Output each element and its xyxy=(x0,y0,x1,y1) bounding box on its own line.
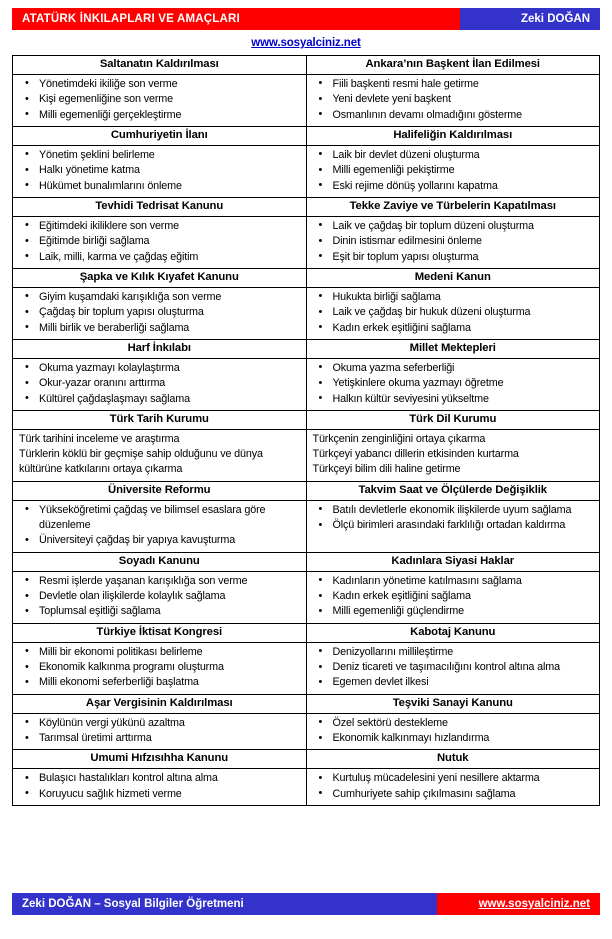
site-link[interactable]: www.sosyalciniz.net xyxy=(251,37,361,49)
reform-aims-cell xyxy=(13,429,307,481)
reform-aims-body xyxy=(307,430,600,481)
page-title: ATATÜRK İNKILAPLARI VE AMAÇLARI xyxy=(22,13,240,25)
list-item: • Koruyucu sağlık hizmeti verme xyxy=(17,787,302,802)
reform-aims-cell xyxy=(13,642,307,694)
footer-bar xyxy=(12,893,600,915)
reform-aims-body xyxy=(307,146,600,197)
list-item: • Eşit bir toplum yapısı oluşturma xyxy=(311,250,596,265)
list-item: • Giyim kuşamdaki karışıklığa son verme xyxy=(17,290,302,305)
reform-aims-cell xyxy=(13,500,307,552)
reform-title: Teşviki Sanayi Kanunu xyxy=(392,696,513,709)
reform-title-cell xyxy=(13,552,307,571)
reform-aims-list xyxy=(311,77,596,123)
table-row xyxy=(13,694,600,713)
header-title-banner xyxy=(12,8,460,30)
reform-aims-cell xyxy=(13,713,307,750)
reform-aims-cell xyxy=(306,769,600,806)
reform-title: Nutuk xyxy=(436,752,469,765)
list-item: • Eğitimde birliği sağlama xyxy=(17,234,302,249)
list-item: • Okur-yazar oranını arttırma xyxy=(17,376,302,391)
reform-title-cell xyxy=(13,197,307,216)
reform-aims-cell xyxy=(13,358,307,410)
reform-title: Ankara’nın Başkent İlan Edilmesi xyxy=(365,58,540,70)
reform-title-cell xyxy=(13,126,307,145)
list-item: • Laik ve çağdaş bir toplum düzeni oluşturma xyxy=(311,219,596,234)
list-item: • Dinin istismar edilmesini önleme xyxy=(311,234,596,249)
table-row xyxy=(13,197,600,216)
reform-title-cell xyxy=(13,481,307,500)
table-row xyxy=(13,216,600,268)
reform-title-cell xyxy=(306,268,600,287)
list-item: • Ölçü birimleri arasındaki farklılığı ortadan kaldırma xyxy=(311,518,596,533)
list-item: • Özel sektörü destekleme xyxy=(311,716,596,731)
reform-aims-list xyxy=(17,771,302,802)
list-item: • Çağdaş bir toplum yapısı oluşturma xyxy=(17,305,302,320)
table-row xyxy=(13,552,600,571)
list-item: • Yükseköğretimi çağdaş ve bilimsel esaslara göre düzenleme xyxy=(17,503,302,534)
list-item: Türklerin köklü bir geçmişe sahip olduğunu ve dünya kültürüne katkılarını ortaya çıkarma xyxy=(19,448,263,476)
reform-aims-cell xyxy=(306,713,600,750)
list-item: Türk tarihini inceleme ve araştırma xyxy=(19,432,180,445)
reform-aims-list xyxy=(311,219,596,265)
list-item: • Kişi egemenliğine son verme xyxy=(17,92,302,107)
table-row xyxy=(13,642,600,694)
reform-aims-cell xyxy=(13,216,307,268)
reform-aims-cell xyxy=(306,571,600,623)
footer-site-link[interactable]: www.sosyalciniz.net xyxy=(478,898,590,910)
reform-aims-body xyxy=(307,643,600,694)
table-row xyxy=(13,74,600,126)
reform-aims-list xyxy=(311,148,596,194)
reform-aims-body xyxy=(13,769,306,805)
list-item: • Kadınların yönetime katılmasını sağlama xyxy=(311,574,596,589)
reform-title-cell xyxy=(13,623,307,642)
reform-title: Millet Mektepleri xyxy=(409,341,496,354)
list-item: • Laik, milli, karma ve çağdaş eğitim xyxy=(17,250,302,265)
list-item: • Eski rejime dönüş yollarını kapatma xyxy=(311,179,596,194)
list-item: • Kadın erkek eşitliğini sağlama xyxy=(311,589,596,604)
table-row xyxy=(13,713,600,750)
reform-aims-cell xyxy=(306,500,600,552)
reform-aims-body xyxy=(13,714,306,750)
list-item: • Hükümet bunalımlarını önleme xyxy=(17,179,302,194)
list-item: Türkçenin zenginliğini ortaya çıkarma xyxy=(312,432,486,445)
reform-aims-cell xyxy=(13,571,307,623)
list-item: • Denizyollarını millileştirme xyxy=(311,645,596,660)
header-author: Zeki DOĞAN xyxy=(520,13,590,25)
list-item: • Yönetimdeki ikiliğe son verme xyxy=(17,77,302,92)
table-row xyxy=(13,287,600,339)
list-item: • Batılı devletlerle ekonomik ilişkilerde uyum sağlama xyxy=(311,503,596,518)
reforms-table-body xyxy=(13,56,600,806)
reform-aims-body xyxy=(307,501,600,537)
reform-title-cell xyxy=(13,268,307,287)
reform-title: Şapka ve Kılık Kıyafet Kanunu xyxy=(79,270,239,283)
reform-aims-cell xyxy=(306,429,600,481)
list-item: • Kurtuluş mücadelesini yeni nesillere aktarma xyxy=(311,771,596,786)
reform-aims-list xyxy=(17,432,302,478)
reform-title: Türkiye İktisat Kongresi xyxy=(96,625,223,638)
site-link-row xyxy=(12,30,600,55)
reform-title-cell xyxy=(13,694,307,713)
reform-aims-body xyxy=(307,359,600,410)
list-item: • Halkın kültür seviyesini yükseltme xyxy=(311,392,596,407)
list-item: • Milli egemenliği güçlendirme xyxy=(311,604,596,619)
reform-title: Umumi Hıfzısıhha Kanunu xyxy=(90,752,229,765)
table-row xyxy=(13,339,600,358)
reform-title-cell xyxy=(306,552,600,571)
reform-title: Kabotaj Kanunu xyxy=(410,625,496,638)
reform-title-cell xyxy=(306,481,600,500)
reform-title: Tevhidi Tedrisat Kanunu xyxy=(95,199,224,212)
table-row xyxy=(13,500,600,552)
reform-aims-cell xyxy=(306,145,600,197)
reform-aims-body xyxy=(13,501,306,552)
list-item: • Kadın erkek eşitliğini sağlama xyxy=(311,321,596,336)
list-item: • Laik ve çağdaş bir hukuk düzeni oluşturma xyxy=(311,305,596,320)
reform-aims-list xyxy=(17,77,302,123)
reform-aims-cell xyxy=(13,145,307,197)
list-item: • Kültürel çağdaşlaşmayı sağlama xyxy=(17,392,302,407)
reform-title: Soyadı Kanunu xyxy=(118,554,200,567)
reform-aims-body xyxy=(13,75,306,126)
reform-aims-list xyxy=(311,361,596,407)
reform-title: Aşar Vergisinin Kaldırılması xyxy=(85,696,233,709)
table-row xyxy=(13,750,600,769)
reform-aims-body xyxy=(13,359,306,410)
table-row xyxy=(13,358,600,410)
list-item: • Laik bir devlet düzeni oluşturma xyxy=(311,148,596,163)
table-row xyxy=(13,410,600,429)
reforms-table xyxy=(12,55,600,806)
reform-aims-body xyxy=(307,572,600,623)
reform-title: Türk Tarih Kurumu xyxy=(109,412,209,425)
list-item: • Fiili başkenti resmi hale getirme xyxy=(311,77,596,92)
reform-aims-body xyxy=(13,146,306,197)
reform-aims-body xyxy=(307,769,600,805)
reform-aims-body xyxy=(13,643,306,694)
reform-aims-list xyxy=(17,716,302,747)
reform-title: Tekke Zaviye ve Türbelerin Kapatılması xyxy=(349,199,556,212)
reform-aims-list xyxy=(311,503,596,534)
reform-aims-cell xyxy=(306,642,600,694)
list-item: • Deniz ticareti ve taşımacılığını kontrol altına alma xyxy=(311,660,596,675)
reform-title: Üniversite Reformu xyxy=(108,483,211,496)
reform-aims-list xyxy=(311,716,596,747)
reform-aims-list xyxy=(311,432,596,478)
list-item: • Köylünün vergi yükünü azaltma xyxy=(17,716,302,731)
reform-aims-list xyxy=(311,771,596,802)
list-item: • Milli egemenliği pekiştirme xyxy=(311,163,596,178)
reform-aims-cell xyxy=(13,769,307,806)
list-item: • Ekonomik kalkınmayı hızlandırma xyxy=(311,731,596,746)
reform-aims-list xyxy=(17,219,302,265)
table-row xyxy=(13,481,600,500)
table-row xyxy=(13,429,600,481)
reform-title: Medeni Kanun xyxy=(414,270,491,283)
list-item: Türkçeyi bilim dili haline getirme xyxy=(312,463,461,476)
reform-title: Kadınlara Siyasi Haklar xyxy=(391,554,515,567)
list-item: • Cumhuriyete sahip çıkılmasını sağlama xyxy=(311,787,596,802)
header-bar xyxy=(12,8,600,30)
list-item: • Devletle olan ilişkilerde kolaylık sağlama xyxy=(17,589,302,604)
list-item: • Toplumsal eşitliği sağlama xyxy=(17,604,302,619)
list-item: • Ekonomik kalkınma programı oluşturma xyxy=(17,660,302,675)
reform-aims-body xyxy=(307,75,600,126)
list-item: • Eğitimdeki ikiliklere son verme xyxy=(17,219,302,234)
reform-aims-cell xyxy=(306,216,600,268)
list-item: • Milli birlik ve beraberliği sağlama xyxy=(17,321,302,336)
reform-title: Harf İnkılabı xyxy=(127,341,191,354)
table-row xyxy=(13,126,600,145)
reform-title-cell xyxy=(13,56,307,75)
reform-aims-list xyxy=(311,645,596,691)
reform-aims-list xyxy=(17,503,302,549)
table-row xyxy=(13,56,600,75)
list-item: • Yetişkinlere okuma yazmayı öğretme xyxy=(311,376,596,391)
reform-aims-list xyxy=(311,290,596,336)
reform-aims-cell xyxy=(306,287,600,339)
reform-aims-list xyxy=(17,290,302,336)
reform-aims-list xyxy=(311,574,596,620)
list-item: • Milli ekonomi seferberliği başlatma xyxy=(17,675,302,690)
table-row xyxy=(13,769,600,806)
reform-aims-body xyxy=(13,217,306,268)
reform-aims-body xyxy=(13,288,306,339)
list-item: • Bulaşıcı hastalıkları kontrol altına alma xyxy=(17,771,302,786)
list-item: • Üniversiteyi çağdaş bir yapıya kavuşturma xyxy=(17,533,302,548)
reform-title: Cumhuriyetin İlanı xyxy=(110,128,208,141)
list-item: • Yönetim şeklini belirleme xyxy=(17,148,302,163)
reform-aims-cell xyxy=(306,358,600,410)
table-row xyxy=(13,145,600,197)
list-item: • Okuma yazma seferberliği xyxy=(311,361,596,376)
list-item: • Milli egemenliği gerçekleştirme xyxy=(17,108,302,123)
reform-aims-body xyxy=(307,217,600,268)
reform-aims-cell xyxy=(13,287,307,339)
list-item: • Resmi işlerde yaşanan karışıklığa son verme xyxy=(17,574,302,589)
list-item: Türkçeyi yabancı dillerin etkisinden kurtarma xyxy=(312,448,519,461)
reform-title: Türk Dil Kurumu xyxy=(409,412,497,425)
table-row xyxy=(13,571,600,623)
list-item: • Milli bir ekonomi politikası belirleme xyxy=(17,645,302,660)
table-row xyxy=(13,268,600,287)
reform-title-cell xyxy=(306,410,600,429)
list-item: • Osmanlının devamı olmadığını gösterme xyxy=(311,108,596,123)
list-item: • Halkı yönetime katma xyxy=(17,163,302,178)
reform-title-cell xyxy=(13,339,307,358)
footer-author: Zeki DOĞAN – Sosyal Bilgiler Öğretmeni xyxy=(22,898,244,910)
reform-title: Halifeliğin Kaldırılması xyxy=(393,128,513,141)
reform-aims-cell xyxy=(306,74,600,126)
reform-aims-list xyxy=(17,645,302,691)
reform-title-cell xyxy=(306,197,600,216)
reform-title: Saltanatın Kaldırılması xyxy=(99,58,219,70)
table-row xyxy=(13,623,600,642)
reform-aims-body xyxy=(13,572,306,623)
reform-title-cell xyxy=(306,623,600,642)
header-author-banner xyxy=(460,8,600,30)
list-item: • Hukukta birliği sağlama xyxy=(311,290,596,305)
footer-site-banner xyxy=(437,893,600,915)
reform-title: Takvim Saat ve Ölçülerde Değişiklik xyxy=(358,483,547,496)
document-page xyxy=(0,8,612,939)
list-item: • Yeni devlete yeni başkent xyxy=(311,92,596,107)
reform-title-cell xyxy=(306,339,600,358)
footer-author-banner xyxy=(12,893,437,915)
list-item: • Okuma yazmayı kolaylaştırma xyxy=(17,361,302,376)
reform-title-cell xyxy=(306,750,600,769)
list-item: • Tarımsal üretimi arttırma xyxy=(17,731,302,746)
reform-title-cell xyxy=(306,126,600,145)
reform-aims-list xyxy=(17,574,302,620)
reform-title-cell xyxy=(13,410,307,429)
reform-aims-body xyxy=(307,714,600,750)
reform-title-cell xyxy=(13,750,307,769)
reform-title-cell xyxy=(306,694,600,713)
reform-aims-body xyxy=(307,288,600,339)
list-item: • Egemen devlet ilkesi xyxy=(311,675,596,690)
reform-aims-body xyxy=(13,430,306,481)
reform-aims-list xyxy=(17,148,302,194)
reform-aims-list xyxy=(17,361,302,407)
reform-aims-cell xyxy=(13,74,307,126)
reform-title-cell xyxy=(306,56,600,75)
